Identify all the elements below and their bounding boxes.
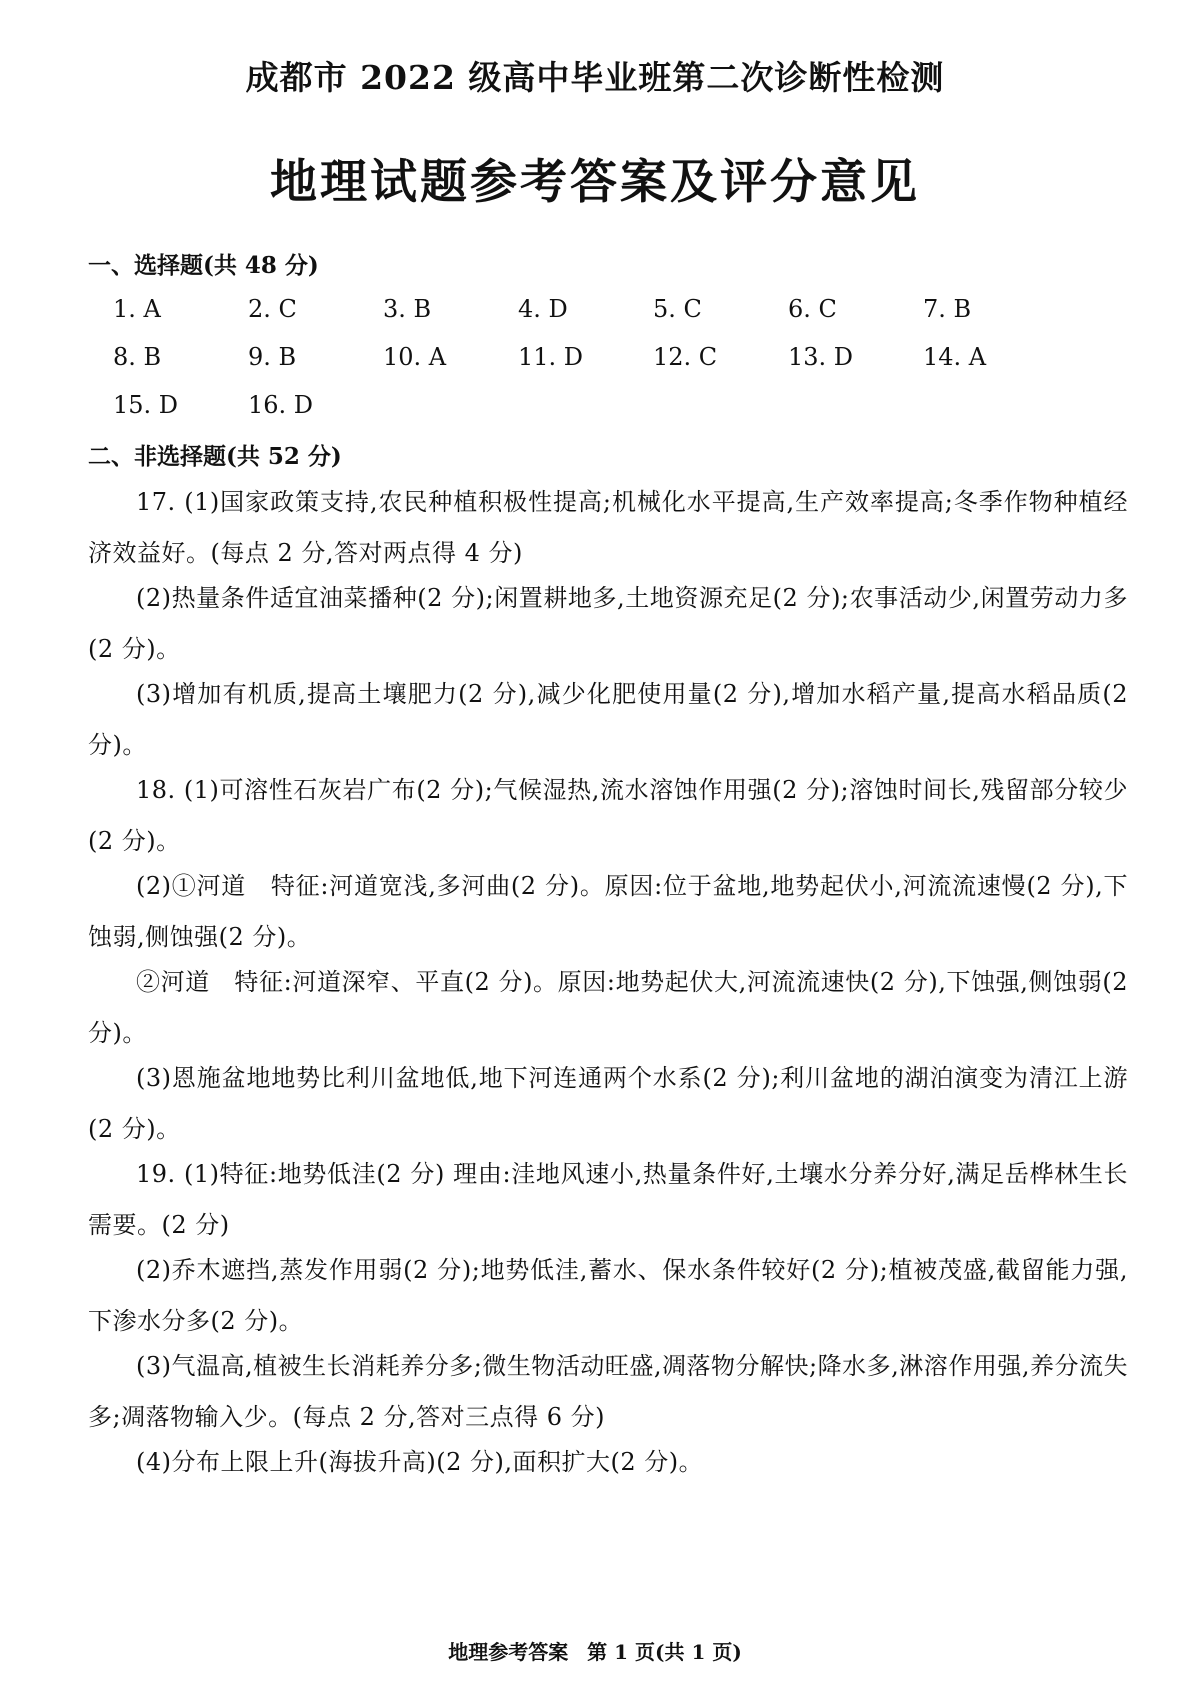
answer-item: 9. B [248, 343, 297, 371]
answer-item: 1. A [113, 295, 161, 323]
footer-doc-name: 地理参考答案 [448, 1640, 569, 1664]
section-heading-free-response: 二、非选择题(共 52 分) [88, 443, 342, 470]
answer-paragraph-19-2: (2)乔木遮挡,蒸发作用弱(2 分);地势低洼,蓄水、保水条件较好(2 分);植被茂盛,截留能力强,下渗水分多(2 分)。 [88, 1256, 1128, 1335]
answer-paragraph-18-2-a: (2)①河道 特征:河道宽浅,多河曲(2 分)。原因:位于盆地,地势起伏小,河流流速慢(2 分),下蚀弱,侧蚀强(2 分)。 [88, 872, 1128, 951]
answer-paragraph-17-2: (2)热量条件适宜油菜播种(2 分);闲置耕地多,土地资源充足(2 分);农事活动少,闲置劳动力多(2 分)。 [88, 584, 1128, 663]
answer-item: 14. A [923, 343, 987, 371]
footer-page-number: 第 1 页(共 1 页) [587, 1640, 742, 1664]
answer-item: 10. A [383, 343, 447, 371]
answer-paragraph-19-4: (4)分布上限上升(海拔升高)(2 分),面积扩大(2 分)。 [136, 1448, 704, 1476]
answer-paragraph-18-1: 18. (1)可溶性石灰岩广布(2 分);气候湿热,流水溶蚀作用强(2 分);溶蚀时间长,残留部分较少(2 分)。 [88, 776, 1128, 855]
answer-item: 7. B [923, 295, 972, 323]
answer-paragraph-17-3: (3)增加有机质,提高土壤肥力(2 分),减少化肥使用量(2 分),增加水稻产量,提高水稻品质(2 分)。 [88, 680, 1128, 759]
answer-paragraph-18-3: (3)恩施盆地地势比利川盆地低,地下河连通两个水系(2 分);利川盆地的湖泊演变为清江上游(2 分)。 [88, 1064, 1128, 1143]
answer-item: 13. D [788, 343, 854, 371]
answer-paragraph-19-1: 19. (1)特征:地势低洼(2 分) 理由:洼地风速小,热量条件好,土壤水分养分好,满足岳桦林生长需要。(2 分) [88, 1160, 1128, 1239]
document-subtitle: 地理试题参考答案及评分意见 [270, 155, 920, 210]
answer-item: 6. C [788, 295, 837, 323]
answer-item: 16. D [248, 391, 314, 419]
section-heading-multiple-choice: 一、选择题(共 48 分) [88, 252, 319, 279]
answer-paragraph-19-3: (3)气温高,植被生长消耗养分多;微生物活动旺盛,凋落物分解快;降水多,淋溶作用强,养分流失多;凋落物输入少。(每点 2 分,答对三点得 6 分) [88, 1352, 1128, 1431]
answer-item: 3. B [383, 295, 432, 323]
answer-item: 8. B [113, 343, 162, 371]
answer-item: 12. C [653, 343, 718, 371]
answer-item: 5. C [653, 295, 702, 323]
exam-title: 成都市 2022 级高中毕业班第二次诊断性检测 [245, 58, 945, 97]
answer-item: 4. D [518, 295, 568, 323]
page-footer [0, 1636, 1190, 1665]
answer-paragraph-18-2-b: ②河道 特征:河道深窄、平直(2 分)。原因:地势起伏大,河流流速快(2 分),下蚀强,侧蚀弱(2 分)。 [88, 968, 1128, 1047]
answer-paragraph-17-1: 17. (1)国家政策支持,农民种植积极性提高;机械化水平提高,生产效率提高;冬季作物种植经济效益好。(每点 2 分,答对两点得 4 分) [88, 488, 1128, 567]
answer-item: 2. C [248, 295, 297, 323]
answer-item: 15. D [113, 391, 179, 419]
answer-item: 11. D [518, 343, 584, 371]
